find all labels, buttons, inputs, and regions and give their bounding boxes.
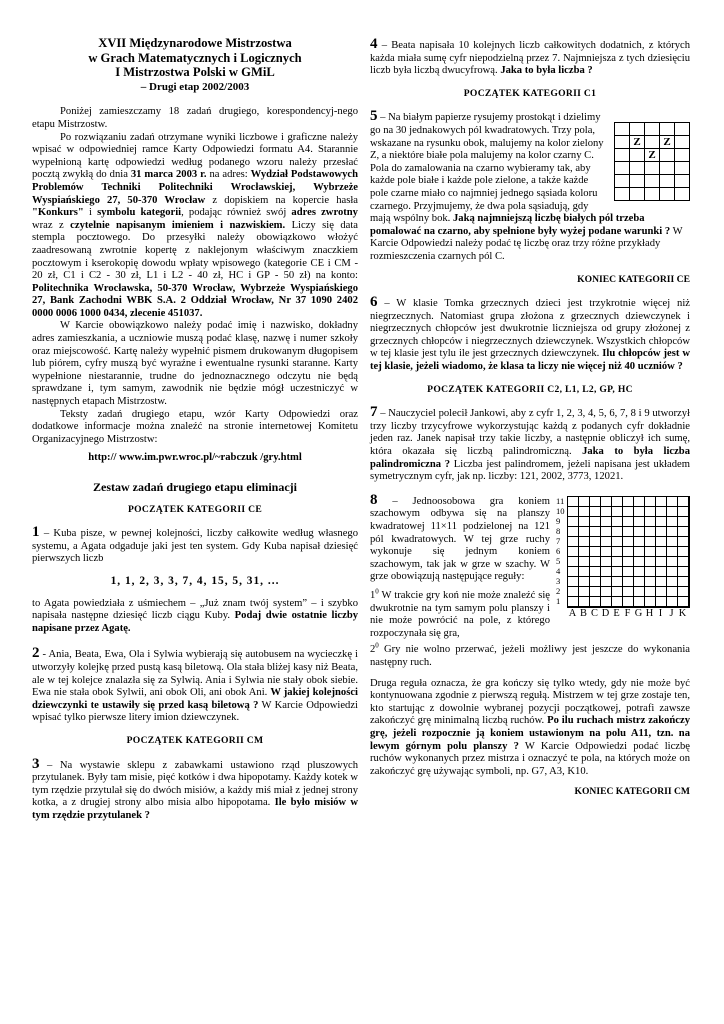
grid-cell: [675, 188, 690, 201]
board-cell: [623, 547, 634, 557]
board-cell: [568, 587, 579, 597]
board-cell: [656, 527, 667, 537]
intro-paragraph-3: W Karcie obowiązkowo należy podać imię i nazwisko, dokładny adres zamieszkania, a uczniowie muszą podać klasę, nazwę i numer szkoły oraz miejscowość. Kartę należy wypełnić pismem drukowanym długopisem lub piórem, cyfry muszą być wyraźne i ewentualne rysunki staranne. Karty wypełnione niestarannie, trudne do jednoznacznego odczytu nie będą sprawdzane i, tym samym, zawodnik nie będzie mógł uczestniczyć w następnych etapach Mistrzostw.: [32, 320, 358, 408]
board-cell: [634, 497, 645, 507]
board-cell: [634, 527, 645, 537]
board-cell: [634, 567, 645, 577]
grid-cell: Z: [645, 149, 660, 162]
board-cell: [678, 517, 689, 527]
board-cell: [656, 567, 667, 577]
board-cell: [579, 507, 590, 517]
board-cell: [667, 597, 678, 607]
board-cell: [568, 567, 579, 577]
board-cell: [568, 597, 579, 607]
board-cell: [590, 597, 601, 607]
board-cell: [568, 527, 579, 537]
board-cell: [612, 527, 623, 537]
grid-row: [615, 123, 690, 136]
board-cell: [667, 497, 678, 507]
grid-cell: [660, 175, 675, 188]
board-cell: [623, 517, 634, 527]
task-3: 3 – Na wystawie sklepu z zabawkami ustawiono rząd pluszowych przytulanek. Były tam misie, pięć kotków i dwa hipopotamy. Każdy kotek w tym rzędzie przytulał się do dwóch misiów, a każdy miś miał z jednej strony kotka, a z drugiej strony albo misia albo hipopotama. Ile było misiów w tym rzędzie przytulanek ?: [32, 755, 359, 821]
column-label: F: [624, 607, 631, 619]
header-line-1: XVII Międzynarodowe Mistrzostwa: [98, 36, 292, 50]
task-1: 1 – Kuba pisze, w pewnej kolejności, liczby całkowite według własnego systemu, a Agata odgaduje jaki jest ten system. Gdy Kuba napisał dziesięć pierwszych liczb: [32, 524, 358, 565]
document-header: [32, 36, 358, 94]
grid-row: [615, 136, 690, 149]
board-cell: [590, 557, 601, 567]
right-column: 4 – Beata napisała 10 kolejnych liczb całkowitych dodatnich, z których każda miała sumę cyfr niepodzielną przez 7. Najmniejsza z tych dziesięciu liczb była liczbą dwucyfrową. Jaka to była liczba ? POCZĄTEK KATEGORII C1 Z Z Z 5 – Na białym papierze rysujemy prostokąt i dzielimy go na 30 jednakowych pól kwadratowych. Trzy pola, wskazane na rysunku obok, malujemy na kolor zielony Z, a niektóre białe pola malujemy na kolor czarny C. Pola do zamalowania na czarno wybieramy tak, aby każde pole białe i każde pole zielone, a także każde pole czarne miało co najmniej jednego sąsiada koloru czarnego. Przyjmujemy, że dwa pola sąsiadują, gdy mają wspólny bok. Jaką najmniejszą liczbę białych pól trzeba pomalować na czarno, aby spełnione były wyżej podane warunki ? W Karcie Odpowiedzi należy podać tę liczbę oraz trzy różne przykłady rozmieszczenia czarnych pól C. KONIEC KATEGORII CE 6 – W klasie Tomka grzecznych dzieci jest trzykrotnie więcej niż niegrzecznych. Natomiast grupa złożona z grzecznych dziewczynek i niegrzecznych chłopców jest dwukrotnie liczniejsza od grupy złożonej z grzecznych chłopców i niegrzecznych dziewczynek. Wszystkich chłopców w tej klasie jest tylu ile jest grzecznych dziewczynek. Ilu chłopców jest w tej klasie, jeżeli wiadomo, że klasa ta liczy nie więcej niż 40 uczniów ? POCZĄTEK KATEGORII C2, L1, L2, GP, HC 7 – Nauczyciel polecił Jankowi, aby z cyfr 1, 2, 3, 4, 5, 6, 7, 8 i 9 utworzył trzy liczby trzycyfrowe wykorzystując każdą z podanych cyfr dokładnie jeden raz. Janek napisał trzy takie liczby, a następnie obliczył ich sumę, która okazała się liczbą palindromiczną. Jaka to była liczba palindromiczna ? Liczba jest palindromem, jeżeli napisana jest układem symetrycznym cyfr, jak np. liczby: 121, 2002, 3773, 12021. 11 10 9 8 7 6 5 4 3 2 1 A B C D E F G H I J K 8 – Jednoosobowa gra koniem szachowym odbywa się na planszy kwadratowej 11×11 podzielonej na 121 pól kwadratowych. W tej grze ruchy wykonuje się jednym koniem szachowym, tak jak w grze w szachy. W grze obowiązują następujące reguły: $1^0$ W trakcie gry koń nie może znaleźć się dwukrotnie na tym samym polu planszy i nie może powrócić na pole, z którego rozpoczynała się gra, $2^0$ Gry nie wolno przerwać, jeżeli możliwy jest jeszcze do wykonania następny ruch. Druga reguła oznacza, że gra kończy się tylko wtedy, gdy nie może być kontynuowana zgodnie z pierwszą regułą. Mistrzem w tej grze zostaje ten, kto startując z dowolnie wybranej pozycji początkowej, potrafi zawsze zakończyć grę minimalną liczbą ruchów. Po ilu ruchach mistrz zakończy grę, jeżeli rozpocznie ją koniem ustawionym na polu A11, tzn. na lewym górnym polu planszy ? W Karcie Odpowiedzi podać liczbę ruchów wykonanych przez mistrza i oznaczyć te pola, na których może on zakończyć grę używając symboli, np. G7, A3, K10. KONIEC KATEGORII CM: [370, 36, 691, 798]
grid-cell: [660, 188, 675, 201]
board-cell: [645, 547, 656, 557]
board-cell: [590, 547, 601, 557]
grid-cell: [615, 175, 630, 188]
board-cell: [579, 497, 590, 507]
website-link[interactable]: http:// www.im.pwr.wroc.pl/~rabczuk /gry.html: [88, 452, 302, 464]
category-cm-end: KONIEC KATEGORII CM: [574, 786, 690, 798]
board-cell: [612, 497, 623, 507]
board-cell: [623, 587, 634, 597]
board-cell: [656, 497, 667, 507]
column-label: H: [645, 607, 654, 619]
grid-row: [615, 175, 690, 188]
board-cell: [645, 507, 656, 517]
header-line-2: w Grach Matematycznych i Logicznych: [88, 50, 302, 65]
grid-cell: [615, 136, 630, 149]
board-cell: [568, 577, 579, 587]
row-label: 7: [556, 535, 561, 546]
board-cell: [634, 597, 645, 607]
task-6: 6 – W klasie Tomka grzecznych dzieci jest trzykrotnie więcej niż niegrzecznych. Natomiast grupa złożona z grzecznych dziewczynek i niegrzecznych chłopców jest dwukrotnie liczniejsza od grupy złożonej z grzecznych chłopców i niegrzecznych dziewczynek. Wszystkich chłopców w tej klasie jest tylu ile jest grzecznych dziewczynek. Ilu chłopców jest w tej klasie, jeżeli wiadomo, że klasa ta liczy nie więcej niż 40 uczniów ?: [370, 294, 690, 373]
header-line-4: – Drugi etap 2002/2003: [140, 80, 250, 93]
board-cell: [568, 547, 579, 557]
task-7: 7 – Nauczyciel polecił Jankowi, aby z cyfr 1, 2, 3, 4, 5, 6, 7, 8 i 9 utworzył trzy liczby trzycyfrowe wykorzystując każdą z podanych cyfr dokładnie jeden raz. Janek napisał trzy takie liczby, a następnie obliczył ich sumę, która okazała się liczbą palindromiczną. Jaka to była liczba palindromiczna ? Liczba jest palindromem, jeżeli napisana jest układem symetrycznym cyfr, jak np. liczby: 121, 2002, 3773, 12021.: [370, 404, 690, 483]
column-label: A: [568, 607, 577, 619]
board-cell: [645, 537, 656, 547]
board-cell: [656, 517, 667, 527]
board-cell: [667, 537, 678, 547]
grid-cell: [660, 149, 675, 162]
board-cell: [634, 547, 645, 557]
board-cell: [645, 497, 656, 507]
column-label: G: [634, 607, 643, 619]
board-cell: [645, 517, 656, 527]
board-cell: [601, 517, 612, 527]
column-label: E: [613, 607, 620, 619]
board-cell: [590, 577, 601, 587]
grid-row: [615, 149, 690, 162]
board-cell: [568, 517, 579, 527]
column-label: B: [580, 607, 587, 619]
board-cell: [634, 577, 645, 587]
board-cell: [579, 547, 590, 557]
grid-cell: [645, 162, 660, 175]
board-cell: [634, 517, 645, 527]
grid-cell: [645, 123, 660, 136]
category-ce-end: KONIEC KATEGORII CE: [577, 273, 690, 285]
grid-cell: [675, 149, 690, 162]
board-cell: [667, 527, 678, 537]
board-cell: [612, 557, 623, 567]
intro-paragraph-4: Teksty zadań drugiego etapu, wzór Karty Odpowiedzi oraz dodatkowe informacje można znaleźć na stronie internetowej Komitetu Organizacyjnego Mistrzostw:: [32, 408, 358, 445]
board-cell: [623, 527, 634, 537]
board-cell: [612, 597, 623, 607]
board-cell: [623, 557, 634, 567]
column-label: I: [658, 607, 663, 619]
board-cell: [568, 537, 579, 547]
board-cell: [678, 537, 689, 547]
board-cell: [579, 587, 590, 597]
grid-cell: [675, 162, 690, 175]
category-multi-start: POCZĄTEK KATEGORII C2, L1, L2, GP, HC: [427, 383, 633, 395]
board-cell: [656, 537, 667, 547]
board-cell: [590, 497, 601, 507]
board-cell: [568, 557, 579, 567]
task-5-grid: [614, 122, 690, 201]
board-cell: [634, 587, 645, 597]
column-label: K: [678, 607, 687, 619]
board-cell: [667, 517, 678, 527]
category-c1-start: POCZĄTEK KATEGORII C1: [463, 87, 597, 99]
task-2: 2 - Ania, Beata, Ewa, Ola i Sylwia wybierają się autobusem na wycieczkę i utworzyły kolejkę przed pustą kasą biletową. Ola stała bliżej kasy niż Beata, ale w tej kolejce znalazła się za Sylwią. Ania i Sylwia nie stały obok siebie. Ewa nie stała obok Sylwii, ani obok Oli, ani obok Ani. W jakiej kolejności dziewczynki te ustawiły się przed kasą biletową ? W Karcie Odpowiedzi wpisać tylko pierwsze litery imion dziewczynek.: [32, 645, 358, 724]
grid-cell: [660, 123, 675, 136]
board-cell: [612, 567, 623, 577]
row-label: 2: [556, 585, 561, 596]
board-cell: [656, 577, 667, 587]
left-column: [32, 36, 358, 822]
grid-cell: [630, 175, 645, 188]
board-cell: [612, 577, 623, 587]
grid-row: [615, 162, 690, 175]
intro-paragraph-1: Poniżej zamieszczamy 18 zadań drugiego, korespondencyj-nego etapu Mistrzostw.: [32, 106, 358, 130]
board-cell: [667, 557, 678, 567]
board-cell: [623, 597, 634, 607]
board-cell: [579, 567, 590, 577]
board-cell: [667, 587, 678, 597]
board-cell: [645, 597, 656, 607]
board-cell: [623, 497, 634, 507]
column-label: D: [601, 607, 610, 619]
board-cell: [645, 577, 656, 587]
board-cell: [678, 557, 689, 567]
row-label: 5: [556, 555, 561, 566]
board-cell: [667, 547, 678, 557]
board-cell: [612, 587, 623, 597]
board-cell: [623, 507, 634, 517]
section-title: Zestaw zadań drugiego etapu eliminacji: [93, 480, 297, 494]
grid-cell: Z: [660, 136, 675, 149]
grid-cell: [630, 188, 645, 201]
board-cell: [590, 507, 601, 517]
row-label: 6: [556, 545, 561, 556]
task-4: 4 – Beata napisała 10 kolejnych liczb całkowitych dodatnich, z których każda miała sumę cyfr niepodzielną przez 7. Najmniejsza z tych dziesięciu liczb była liczbą dwucyfrową. Jaka to była liczba ?: [370, 36, 690, 77]
board-cell: [634, 507, 645, 517]
task-1-question: to Agata powiedziała z uśmiechem – „Już znam twój system” – i szybko napisała następne dziesięć liczb ciągu Kuby. Podaj dwie ostatnie liczby napisane przez Agatę.: [32, 597, 359, 634]
board-cell: [678, 497, 689, 507]
board-cell: [656, 597, 667, 607]
board-cell: [678, 527, 689, 537]
board-cell: [601, 497, 612, 507]
board-cell: [667, 567, 678, 577]
board-cell: [579, 577, 590, 587]
task-8-rules: Druga reguła oznacza, że gra kończy się tylko wtedy, gdy nie może być kontynuowana zgodnie z pierwszą regułą. Mistrzem w tej grze zostaje ten, kto startując z dowolnie wybranej pozycji początkowej, potrafi zawsze zakończyć grę minimalną liczbą ruchów. Po ilu ruchach mistrz zakończy grę, jeżeli rozpocznie ją koniem ustawionym na polu A11, tzn. na lewym górnym polu planszy ? W Karcie Odpowiedzi podać liczbę ruchów wykonanych przez mistrza i oznaczyć te pola, na których może on zakończyć grę używając symboli, np. G7, A3, K10.: [370, 677, 691, 777]
board-cell: [656, 547, 667, 557]
grid-cell: [645, 188, 660, 201]
grid-cell: [675, 136, 690, 149]
board-cell: [667, 507, 678, 517]
board-cell: [568, 497, 579, 507]
category-cm-start: POCZĄTEK KATEGORII CM: [126, 734, 264, 746]
board-cell: [667, 577, 678, 587]
board-cell: [601, 587, 612, 597]
column-label: C: [591, 607, 598, 619]
grid-cell: [645, 175, 660, 188]
board-cell: [612, 517, 623, 527]
board-cell: [601, 527, 612, 537]
board-cell: [645, 527, 656, 537]
board-cell: [678, 567, 689, 577]
grid-cell: [615, 123, 630, 136]
board-cell: [678, 597, 689, 607]
grid-cell: [630, 123, 645, 136]
board-cell: [568, 507, 579, 517]
board-cell: [612, 507, 623, 517]
row-label: 4: [556, 565, 561, 576]
row-label: 10: [556, 505, 565, 516]
board-cell: [579, 537, 590, 547]
board-cell: [590, 517, 601, 527]
intro-paragraph-2: Po rozwiązaniu zadań otrzymane wyniki liczbowe i graficzne należy wpisać w odpowiedniej ramce Karty Odpowiedzi formatu A4. Starannie wypełnioną kartę odpowiedzi według podanego wzoru należy przesłać pocztą zwykłą do dnia 31 marca 2003 r. na adres: Wydział Podstawowych Problemów Techniki Politechniki Wrocławskiej, Wybrzeże Wyspiańskiego 27, 50-370 Wrocław z dopiskiem na kopercie hasła "Konkurs" i symbolu kategorii, podając również swój adres zwrotny wraz z czytelnie napisanym imieniem i nazwiskiem. Liczy się data stempla pocztowego. Do przesyłki należy obowiązkowo włożyć zaadresowaną zwrotnie kopertę z naklejonym właściwym znaczkiem pocztowym i kserokopię dowodu wpłaty wpisowego (kategorie CE i CM - 20 zł, C1 i C2 - 30 zł, L1 i L2 - 40 zł, HC i GP - 50 zł) na konto: Politechnika Wrocławska, 50-370 Wrocław, Wybrzeże Wyspiańskiego 27, Bank Zachodni WBK S.A. 2 Oddział Wrocław, Nr 37 1090 2402 0000 0006 1000 0434, zlecenie 451037.: [32, 131, 358, 319]
board-cell: [579, 597, 590, 607]
board-cell: [601, 577, 612, 587]
task-8: 11 10 9 8 7 6 5 4 3 2 1 A B C D E F G H I J K 8 – Jednoosobowa gra koniem szachowym odbywa się na planszy kwadratowej 11×11 podzielonej na 121 pól kwadratowych. W tej grze ruchy wykonuje się jednym koniem szachowym, tak jak w grze w szachy. W grze obowiązują następujące reguły: $1^0$ W trakcie gry koń nie może znaleźć się dwukrotnie na tym samym polu planszy i nie może powrócić na pole, z którego rozpoczynała się gra, $2^0$ Gry nie wolno przerwać, jeżeli możliwy jest jeszcze do wykonania następny ruch.: [370, 491, 690, 668]
grid-cell: [630, 149, 645, 162]
grid-cell: [615, 162, 630, 175]
grid-row: [615, 188, 690, 201]
grid-cell: [615, 188, 630, 201]
board-cell: [634, 537, 645, 547]
task-1-sequence: 1, 1, 2, 3, 3, 7, 4, 15, 5, 31, ...: [110, 574, 280, 587]
board-cell: [601, 567, 612, 577]
board-cell: [601, 537, 612, 547]
row-label: 1: [556, 595, 561, 606]
board-cell: [579, 527, 590, 537]
board-cell: [623, 567, 634, 577]
board-cell: [678, 577, 689, 587]
board-cell: [678, 587, 689, 597]
chess-board: [556, 496, 690, 620]
board-cell: [601, 547, 612, 557]
category-ce-start: POCZĄTEK KATEGORII CE: [127, 503, 263, 515]
board-cell: [590, 527, 601, 537]
board-cell: [601, 557, 612, 567]
row-label: 9: [556, 515, 561, 526]
board-cell: [601, 597, 612, 607]
grid-cell: Z: [630, 136, 645, 149]
board-cell: [634, 557, 645, 567]
board-cell: [590, 567, 601, 577]
board-cell: [590, 537, 601, 547]
grid-cell: [660, 162, 675, 175]
board-cell: [678, 507, 689, 517]
grid-cell: [675, 175, 690, 188]
board-cell: [656, 557, 667, 567]
board-cell: [623, 537, 634, 547]
board-cell: [645, 567, 656, 577]
board-cell: [623, 577, 634, 587]
board-cell: [678, 547, 689, 557]
board-cell: [656, 587, 667, 597]
board-cell: [601, 507, 612, 517]
grid-cell: [645, 136, 660, 149]
board-cell: [656, 507, 667, 517]
grid-cell: [675, 123, 690, 136]
grid-cell: [630, 162, 645, 175]
row-label: 3: [556, 575, 561, 586]
board-cell: [645, 587, 656, 597]
board-cell: [612, 537, 623, 547]
grid-cell: [615, 149, 630, 162]
column-label: J: [669, 607, 674, 619]
header-line-3: I Mistrzostwa Polski w GMiL: [115, 65, 275, 80]
board-cell: [590, 587, 601, 597]
row-label: 11: [556, 495, 565, 506]
board-cell: [612, 547, 623, 557]
board-cell: [579, 557, 590, 567]
board-cell: [645, 557, 656, 567]
board-cell: [579, 517, 590, 527]
row-label: 8: [556, 525, 561, 536]
